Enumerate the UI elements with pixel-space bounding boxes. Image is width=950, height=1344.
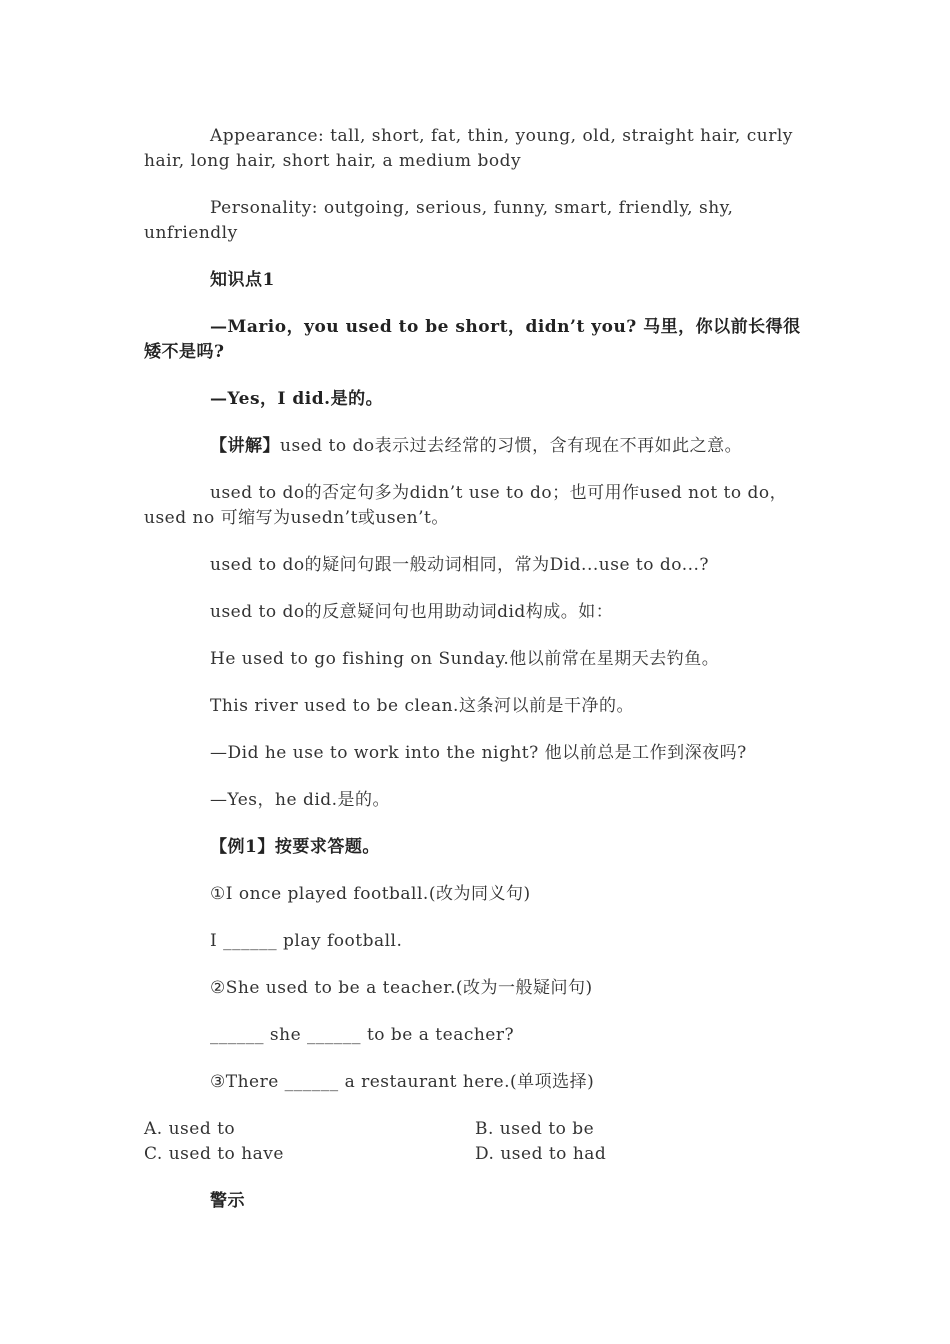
question-2-answer-line: ______ she ______ to be a teacher? xyxy=(210,1025,515,1045)
options-row-1 xyxy=(144,1117,808,1142)
explain-line3: used to do的疑问句跟一般动词相同，常为Did...use to do...? xyxy=(210,555,710,575)
vocab-appearance: Appearance: tall, short, fat, thin, young, old, straight hair, curly hair, long hair, short hair, a medium body xyxy=(144,126,793,171)
question-1-answer-line: I ______ play football. xyxy=(210,931,403,951)
warning-heading: 警示 xyxy=(210,1191,245,1211)
question-2: ②She used to be a teacher.(改为一般疑问句) xyxy=(210,978,593,998)
option-d: D. used to had xyxy=(475,1144,607,1164)
option-b: B. used to be xyxy=(475,1119,595,1139)
question-1: ①I once played football.(改为同义句) xyxy=(210,884,531,904)
option-a: A. used to xyxy=(144,1119,236,1139)
choice-options xyxy=(144,1117,808,1167)
example1-heading: 【例1】按要求答题。 xyxy=(210,837,380,857)
example-sentence-3: —Did he use to work into the night? 他以前总是工作到深夜吗? xyxy=(210,743,747,763)
section-heading-point1: 知识点1 xyxy=(210,270,275,290)
explain-line4: used to do的反意疑问句也用助动词did构成。如： xyxy=(210,602,614,622)
dialog-question: —Mario，you used to be short，didn’t you? 马里，你以前长得很矮不是吗? xyxy=(144,317,801,362)
example-sentence-1: He used to go fishing on Sunday.他以前常在星期天去钓鱼。 xyxy=(210,649,720,669)
vocab-personality: Personality: outgoing, serious, funny, smart, friendly, shy, unfriendly xyxy=(144,198,734,243)
explain-line1: used to do表示过去经常的习惯，含有现在不再如此之意。 xyxy=(280,436,743,456)
dialog-answer: —Yes，I did.是的。 xyxy=(210,389,384,409)
explain-tag: 【讲解】 xyxy=(210,436,280,456)
explain-paragraph xyxy=(144,434,808,459)
explain-line2: used to do的否定句多为didn’t use to do；也可用作used not to do，used no 可缩写为usedn’t或usen’t。 xyxy=(144,483,788,528)
example-sentence-2: This river used to be clean.这条河以前是干净的。 xyxy=(210,696,634,716)
document-content xyxy=(144,124,808,1236)
example-sentence-4: —Yes，he did.是的。 xyxy=(210,790,391,810)
options-row-2 xyxy=(144,1142,808,1167)
question-3: ③There ______ a restaurant here.(单项选择) xyxy=(210,1072,595,1092)
option-c: C. used to have xyxy=(144,1144,284,1164)
